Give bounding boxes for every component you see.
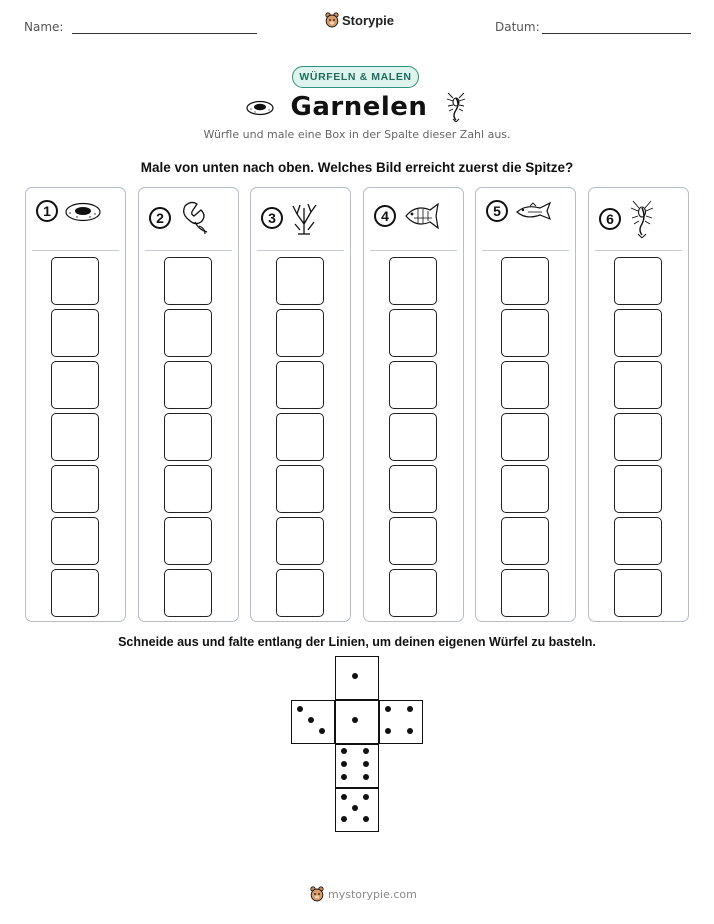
dice-face — [335, 700, 379, 744]
dice-face — [335, 744, 379, 788]
column-1 — [25, 187, 126, 622]
color-box[interactable] — [51, 257, 99, 305]
color-box[interactable] — [164, 517, 212, 565]
color-box[interactable] — [389, 465, 437, 513]
column-number: 6 — [599, 208, 621, 230]
column-5 — [475, 187, 576, 622]
color-box[interactable] — [51, 413, 99, 461]
dice-pip — [352, 717, 358, 723]
color-box[interactable] — [164, 569, 212, 617]
column-number: 2 — [149, 207, 171, 229]
color-box[interactable] — [389, 257, 437, 305]
dice-face — [335, 788, 379, 832]
dice-pip — [363, 774, 369, 780]
cut-instruction: Schneide aus und falte entlang der Linien, um deinen eigenen Würfel zu basteln. — [118, 635, 596, 649]
column-divider — [482, 250, 569, 251]
column-6 — [588, 187, 689, 622]
color-box[interactable] — [276, 309, 324, 357]
sand-hole-icon — [64, 200, 102, 222]
coral-icon — [289, 200, 319, 236]
color-box[interactable] — [276, 569, 324, 617]
dice-pip — [341, 816, 347, 822]
color-box[interactable] — [614, 257, 662, 305]
dice-pip — [385, 706, 391, 712]
dice-pip — [352, 805, 358, 811]
color-box[interactable] — [501, 465, 549, 513]
bear-icon — [325, 12, 339, 28]
column-divider — [257, 250, 344, 251]
color-box[interactable] — [389, 361, 437, 409]
color-box[interactable] — [164, 361, 212, 409]
footer — [310, 886, 417, 902]
dice-pip — [407, 728, 413, 734]
color-box[interactable] — [501, 413, 549, 461]
color-box[interactable] — [389, 309, 437, 357]
color-box[interactable] — [614, 569, 662, 617]
color-box[interactable] — [276, 465, 324, 513]
color-box[interactable] — [501, 517, 549, 565]
dice-pip — [341, 774, 347, 780]
page-title: Garnelen — [290, 92, 428, 122]
color-box[interactable] — [51, 569, 99, 617]
dice-pip — [308, 717, 314, 723]
column-divider — [32, 250, 119, 251]
color-box[interactable] — [501, 309, 549, 357]
name-line[interactable] — [72, 33, 257, 34]
dice-face — [335, 656, 379, 700]
color-box[interactable] — [501, 257, 549, 305]
brand-logo — [325, 12, 394, 28]
dice-pip — [341, 761, 347, 767]
column-number: 5 — [486, 200, 508, 222]
dice-pip — [319, 728, 325, 734]
color-box[interactable] — [51, 465, 99, 513]
dice-face — [379, 700, 423, 744]
date-line[interactable] — [542, 33, 691, 34]
dice-pip — [341, 748, 347, 754]
color-box[interactable] — [164, 413, 212, 461]
color-box[interactable] — [276, 413, 324, 461]
color-box[interactable] — [164, 309, 212, 357]
color-box[interactable] — [614, 309, 662, 357]
name-label: Name: — [24, 20, 64, 34]
column-2 — [138, 187, 239, 622]
color-box[interactable] — [51, 361, 99, 409]
footer-url: mystorypie.com — [328, 887, 417, 901]
dice-pip — [341, 794, 347, 800]
dice-pip — [352, 673, 358, 679]
sand-hole-icon — [245, 98, 275, 116]
color-box[interactable] — [164, 465, 212, 513]
color-box[interactable] — [164, 257, 212, 305]
color-box[interactable] — [614, 517, 662, 565]
color-box[interactable] — [501, 569, 549, 617]
brand-name: Storypie — [342, 12, 395, 28]
dice-pip — [297, 706, 303, 712]
dice-pip — [385, 728, 391, 734]
color-box[interactable] — [389, 569, 437, 617]
dice-face — [291, 700, 335, 744]
bear-icon — [310, 886, 324, 902]
instruction-text: Male von unten nach oben. Welches Bild erreicht zuerst die Spitze? — [140, 160, 574, 175]
color-box[interactable] — [276, 257, 324, 305]
color-box[interactable] — [51, 517, 99, 565]
color-box[interactable] — [501, 361, 549, 409]
color-box[interactable] — [51, 309, 99, 357]
subtitle: Würfle und male eine Box in der Spalte dieser Zahl aus. — [203, 128, 511, 141]
color-box[interactable] — [389, 517, 437, 565]
category-badge: WÜRFELN & MALEN — [292, 66, 419, 88]
claw-icon — [177, 200, 213, 236]
shrimp-icon — [627, 200, 657, 238]
fish-icon — [402, 200, 442, 232]
dice-pip — [363, 761, 369, 767]
color-box[interactable] — [389, 413, 437, 461]
column-4 — [363, 187, 464, 622]
tuna-icon — [514, 200, 554, 222]
color-box[interactable] — [614, 413, 662, 461]
date-label: Datum: — [495, 20, 540, 34]
color-box[interactable] — [276, 361, 324, 409]
dice-pip — [363, 816, 369, 822]
column-number: 4 — [374, 205, 396, 227]
dice-pip — [363, 794, 369, 800]
column-number: 3 — [261, 207, 283, 229]
column-3 — [250, 187, 351, 622]
column-divider — [145, 250, 232, 251]
color-box[interactable] — [614, 465, 662, 513]
column-number: 1 — [36, 200, 58, 222]
dice-pip — [407, 706, 413, 712]
color-box[interactable] — [276, 517, 324, 565]
dice-pip — [363, 748, 369, 754]
shrimp-icon — [443, 92, 469, 122]
color-box[interactable] — [614, 361, 662, 409]
column-divider — [595, 250, 682, 251]
column-divider — [370, 250, 457, 251]
